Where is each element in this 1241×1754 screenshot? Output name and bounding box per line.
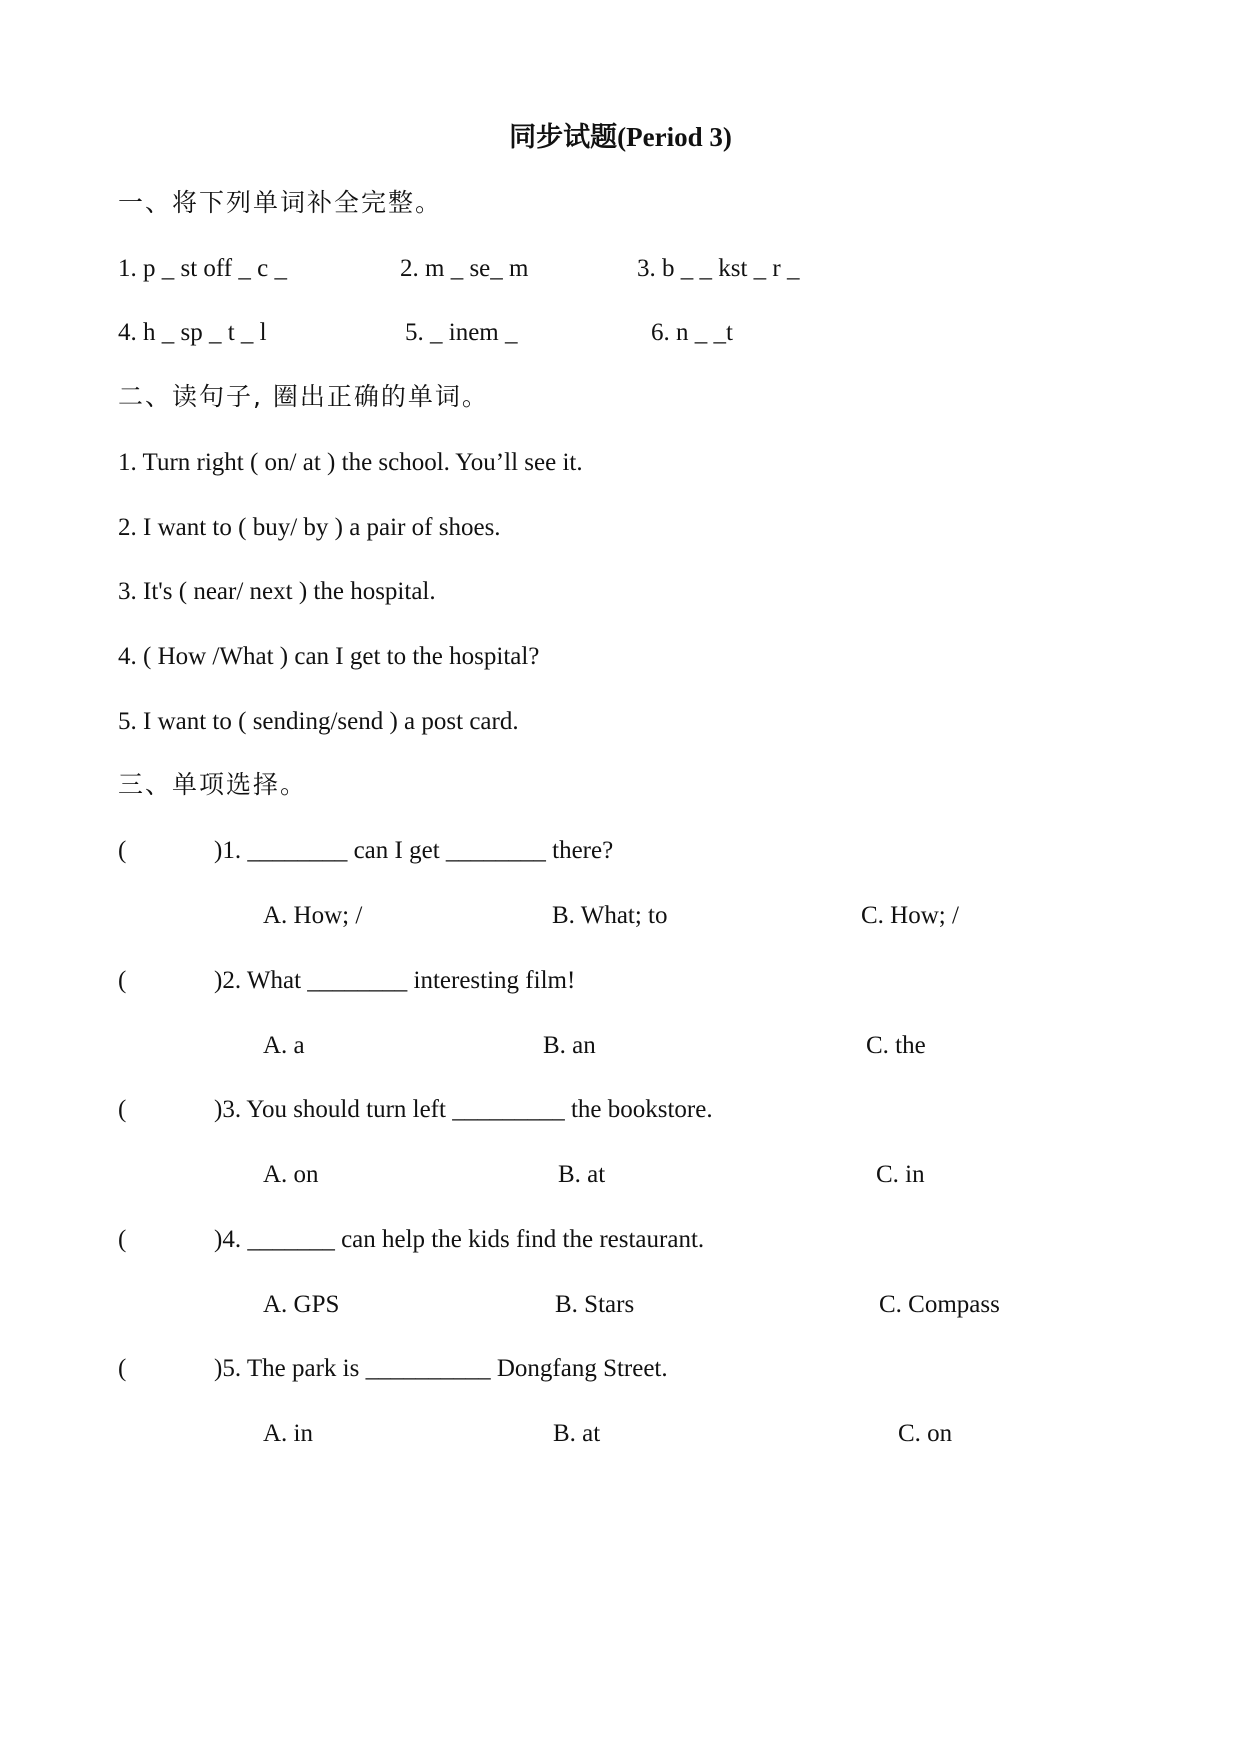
question-1-option-c: C. How; / [861,902,959,929]
question-2-option-a: A. a [263,1032,305,1059]
question-3-option-c: C. in [876,1161,925,1188]
sentence-item-3: 3. It's ( near/ next ) the hospital. [118,578,436,605]
answer-paren: ( [118,1226,127,1253]
word-item-4: 4. h _ sp _ t _ l [118,319,267,346]
question-4-option-c: C. Compass [879,1291,1000,1318]
answer-paren: ( [118,1355,127,1382]
question-5-stem: )5. The park is __________ Dongfang Street. [214,1355,668,1382]
question-4-stem: )4. _______ can help the kids find the restaurant. [214,1226,705,1253]
word-item-3: 3. b _ _ kst _ r _ [637,255,800,282]
question-2-option-c: C. the [866,1032,926,1059]
answer-paren: ( [118,1096,127,1123]
question-2-option-b: B. an [543,1032,596,1059]
sentence-item-4: 4. ( How /What ) can I get to the hospital? [118,643,540,670]
question-5-option-a: A. in [263,1420,313,1447]
question-4-option-a: A. GPS [263,1291,340,1318]
question-1-option-a: A. How; / [263,902,363,929]
question-2-stem: )2. What ________ interesting film! [214,967,576,994]
word-item-5: 5. _ inem _ [405,319,518,346]
section1-heading: 一、将下列单词补全完整。 [118,188,443,217]
section3-heading: 三、单项选择。 [118,770,308,799]
page-title: 同步试题(Period 3) [509,122,732,152]
sentence-item-1: 1. Turn right ( on/ at ) the school. You’ll see it. [118,449,583,476]
word-item-2: 2. m _ se_ m [400,255,529,282]
sentence-item-5: 5. I want to ( sending/send ) a post card. [118,708,519,735]
word-item-1: 1. p _ st off _ c _ [118,255,287,282]
question-4-option-b: B. Stars [555,1291,635,1318]
word-item-6: 6. n _ _t [651,319,733,346]
question-3-stem: )3. You should turn left _________ the bookstore. [214,1096,713,1123]
section2-heading: 二、读句子, 圈出正确的单词。 [118,382,489,411]
question-1-option-b: B. What; to [552,902,668,929]
answer-paren: ( [118,837,127,864]
question-5-option-c: C. on [898,1420,953,1447]
answer-paren: ( [118,967,127,994]
question-5-option-b: B. at [553,1420,601,1447]
sentence-item-2: 2. I want to ( buy/ by ) a pair of shoes. [118,514,501,541]
question-3-option-b: B. at [558,1161,606,1188]
question-1-stem: )1. ________ can I get ________ there? [214,837,614,864]
question-3-option-a: A. on [263,1161,319,1188]
